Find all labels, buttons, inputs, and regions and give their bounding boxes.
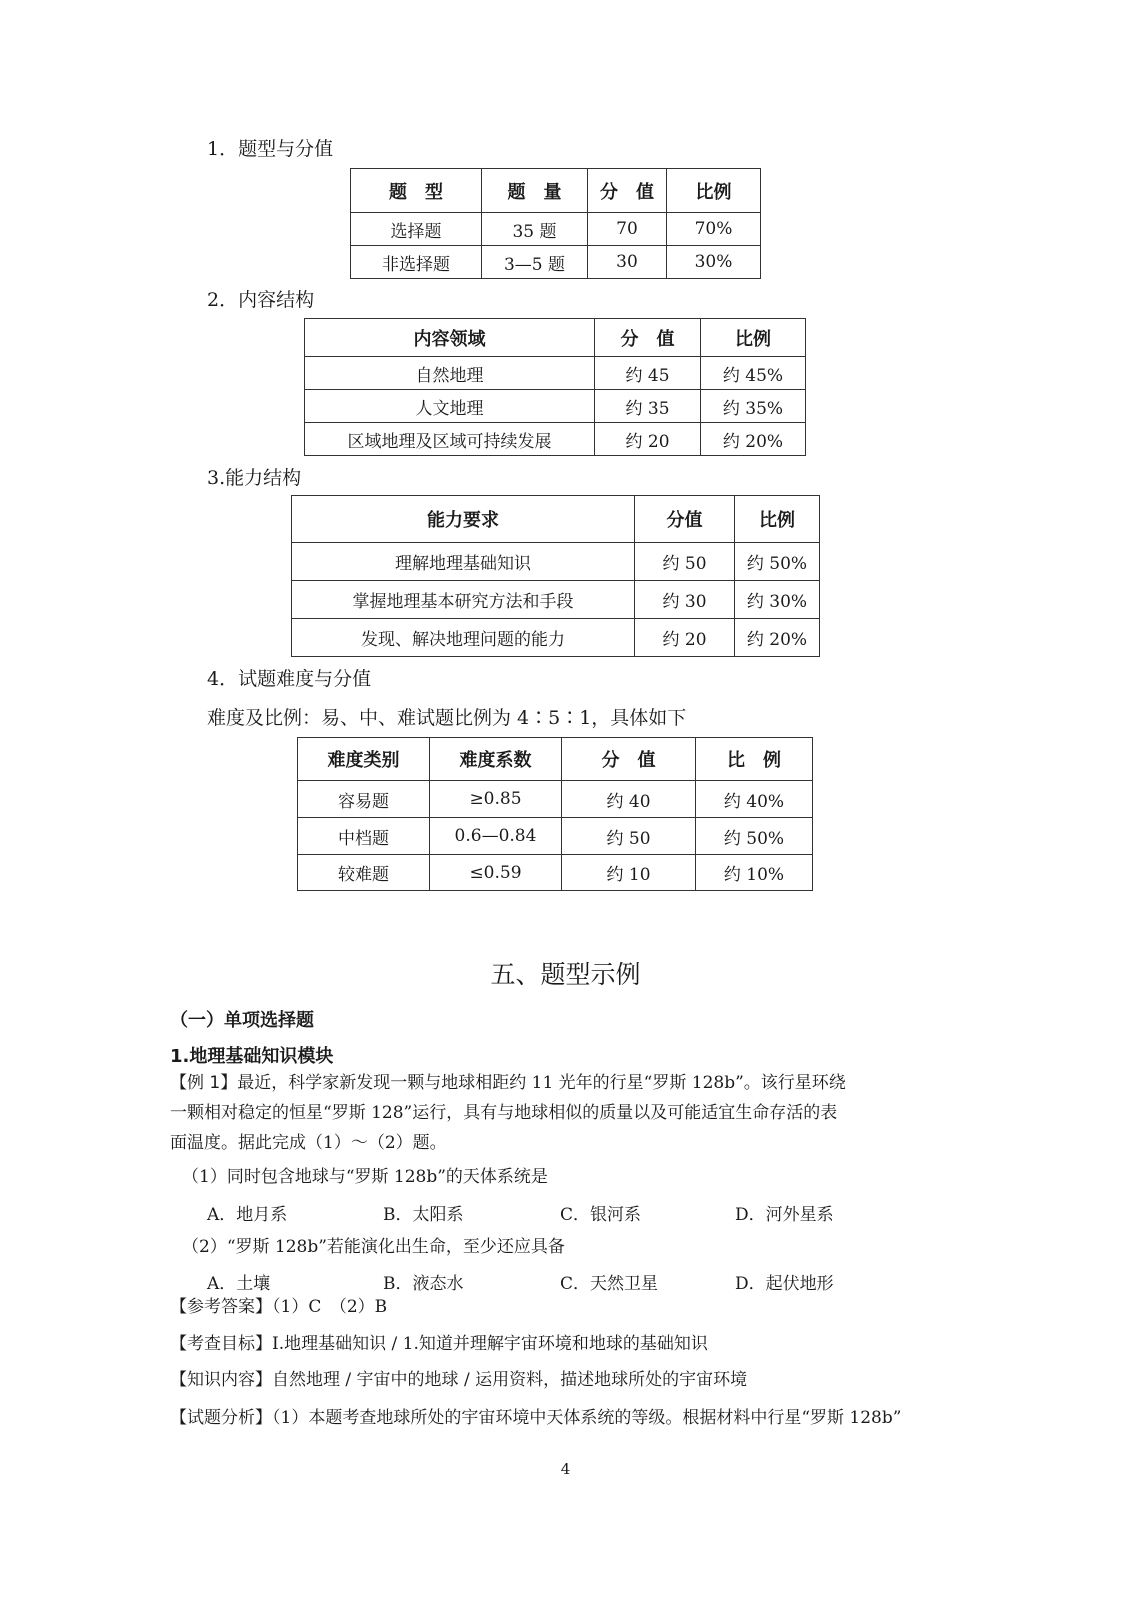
- table-cell: 理解地理基础知识: [292, 543, 635, 581]
- table-cell: 容易题: [298, 781, 430, 818]
- answer-text: （1）C （2）B: [272, 1297, 388, 1317]
- table-row: [292, 543, 820, 581]
- table-cell: 3—5 题: [482, 246, 588, 279]
- table-cell: 中档题: [298, 818, 430, 855]
- table-header: 分值: [635, 496, 735, 543]
- table-cell: 约 10: [562, 855, 696, 891]
- difficulty-intro: 难度及比例：易、中、难试题比例为 4∶5∶1，具体如下: [207, 707, 687, 729]
- table-content-structure: [304, 318, 806, 456]
- table-cell: 约 35%: [701, 390, 806, 423]
- table-cell: 约 45%: [701, 357, 806, 390]
- question-2-option-c: C．天然卫星: [560, 1274, 659, 1294]
- table-cell: 35 题: [482, 213, 588, 246]
- example-line: 最近，科学家新发现一颗与地球相距约 11 光年的行星“罗斯 128b”。该行星环绕: [237, 1073, 846, 1093]
- table-question-types: [350, 168, 761, 279]
- question-2-option-d: D．起伏地形: [735, 1274, 834, 1294]
- table-difficulty: [297, 737, 813, 891]
- question-1-option-b: B．太阳系: [383, 1205, 464, 1225]
- table-cell: 约 10%: [696, 855, 813, 891]
- table-cell: 选择题: [351, 213, 482, 246]
- table-header: 难度系数: [430, 738, 562, 781]
- example-tag: 【例 1】: [170, 1073, 238, 1093]
- table-row: [351, 246, 761, 279]
- answer-tag: 【参考答案】: [170, 1297, 272, 1317]
- question-1-option-a: A．地月系: [207, 1205, 288, 1225]
- table-cell: 约 20%: [701, 423, 806, 456]
- table-cell: 约 40: [562, 781, 696, 818]
- table-header: 分 值: [588, 169, 667, 213]
- table-cell: 约 30: [635, 581, 735, 619]
- table-cell: 70: [588, 213, 667, 246]
- table-row: [305, 357, 806, 390]
- table-cell: 约 20: [635, 619, 735, 657]
- table-cell: ≥0.85: [430, 781, 562, 818]
- table-header: 分 值: [562, 738, 696, 781]
- table-header: 题 型: [351, 169, 482, 213]
- table-row: [351, 213, 761, 246]
- module-title: 1.地理基础知识模块: [170, 1046, 334, 1067]
- table-cell: 30: [588, 246, 667, 279]
- table-row: [298, 855, 813, 891]
- answer-line: [170, 1292, 387, 1322]
- table-header: 内容领域: [305, 319, 595, 357]
- table-cell: 30%: [667, 246, 761, 279]
- analysis-line: [170, 1403, 901, 1433]
- question-2-option-b: B．液态水: [383, 1274, 464, 1294]
- table-row: [305, 390, 806, 423]
- page-number: 4: [560, 1460, 571, 1478]
- subsection-title: （一）单项选择题: [170, 1010, 314, 1031]
- table-cell: 约 20: [595, 423, 701, 456]
- table-cell: 较难题: [298, 855, 430, 891]
- example-paragraph: [170, 1068, 960, 1158]
- table-cell: 0.6—0.84: [430, 818, 562, 855]
- target-line: [170, 1329, 708, 1359]
- table-header: 比 例: [696, 738, 813, 781]
- table-cell: 约 35: [595, 390, 701, 423]
- question-1-option-d: D．河外星系: [735, 1205, 834, 1225]
- table-cell: 非选择题: [351, 246, 482, 279]
- table-cell: 约 40%: [696, 781, 813, 818]
- table-row: [298, 818, 813, 855]
- table-header: 能力要求: [292, 496, 635, 543]
- table-header: 题 量: [482, 169, 588, 213]
- table-cell: 约 50: [635, 543, 735, 581]
- table-ability-structure: [291, 495, 820, 657]
- table-header: 比例: [735, 496, 820, 543]
- table-cell: 约 30%: [735, 581, 820, 619]
- knowledge-line: [170, 1365, 747, 1395]
- table-cell: 发现、解决地理问题的能力: [292, 619, 635, 657]
- analysis-tag: 【试题分析】: [170, 1408, 272, 1428]
- section-heading-content-structure: 2．内容结构: [207, 289, 315, 311]
- table-cell: 约 20%: [735, 619, 820, 657]
- table-row: [292, 619, 820, 657]
- table-header: 比例: [701, 319, 806, 357]
- section-heading-ability-structure: 3.能力结构: [207, 467, 302, 489]
- example-line: 一颗相对稳定的恒星“罗斯 128”运行，具有与地球相似的质量以及可能适宜生命存活的表: [170, 1103, 838, 1123]
- table-header: 难度类别: [298, 738, 430, 781]
- table-cell: 人文地理: [305, 390, 595, 423]
- table-cell: 掌握地理基本研究方法和手段: [292, 581, 635, 619]
- table-cell: 区域地理及区域可持续发展: [305, 423, 595, 456]
- part-title: 五、题型示例: [490, 960, 641, 989]
- table-header: 分 值: [595, 319, 701, 357]
- target-text: I.地理基础知识 / 1.知道并理解宇宙环境和地球的基础知识: [272, 1334, 708, 1354]
- section-heading-question-types: 1．题型与分值: [207, 138, 334, 160]
- table-cell: 约 50%: [696, 818, 813, 855]
- question-2-option-a: A．土壤: [207, 1274, 271, 1294]
- knowledge-text: 自然地理 / 宇宙中的地球 / 运用资料，描述地球所处的宇宙环境: [272, 1370, 748, 1390]
- question-1-stem: （1）同时包含地球与“罗斯 128b”的天体系统是: [182, 1167, 548, 1187]
- table-cell: 70%: [667, 213, 761, 246]
- analysis-text: （1）本题考查地球所处的宇宙环境中天体系统的等级。根据材料中行星“罗斯 128b”: [272, 1408, 902, 1428]
- table-cell: 约 45: [595, 357, 701, 390]
- table-row: [298, 781, 813, 818]
- table-row: [292, 581, 820, 619]
- question-2-stem: （2）“罗斯 128b”若能演化出生命，至少还应具备: [182, 1237, 565, 1257]
- target-tag: 【考查目标】: [170, 1334, 272, 1354]
- table-cell: 自然地理: [305, 357, 595, 390]
- question-1-option-c: C．银河系: [560, 1205, 642, 1225]
- table-cell: 约 50: [562, 818, 696, 855]
- table-cell: 约 50%: [735, 543, 820, 581]
- knowledge-tag: 【知识内容】: [170, 1370, 272, 1390]
- example-line: 面温度。据此完成（1）～（2）题。: [170, 1133, 447, 1153]
- table-header: 比例: [667, 169, 761, 213]
- table-row: [305, 423, 806, 456]
- table-cell: ≤0.59: [430, 855, 562, 891]
- section-heading-difficulty: 4．试题难度与分值: [207, 668, 372, 690]
